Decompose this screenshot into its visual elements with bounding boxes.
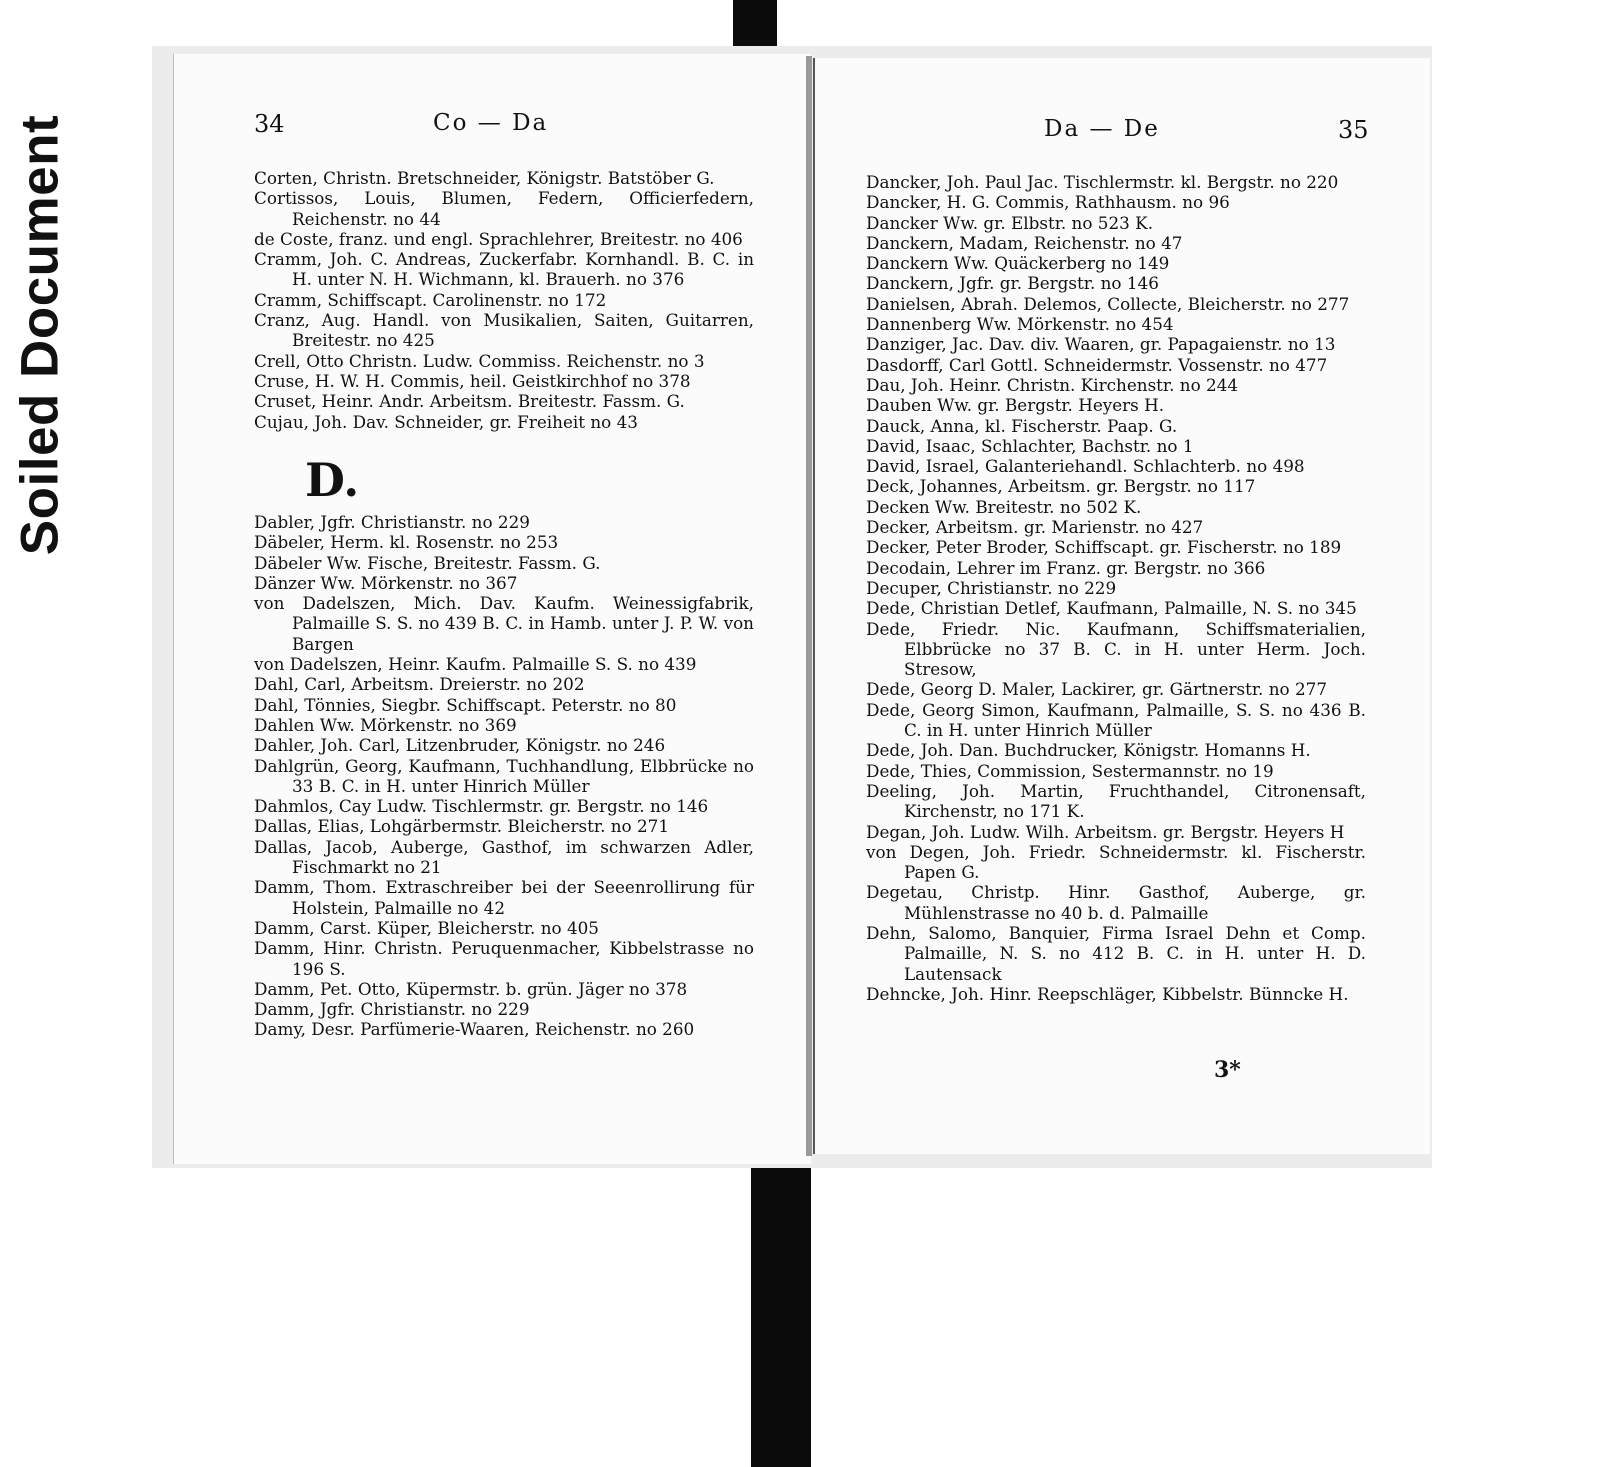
directory-entry: Dede, Georg D. Maler, Lackirer, gr. Gärtnerstr. no 277 xyxy=(866,679,1328,700)
directory-entry: Decker, Arbeitsm. gr. Marienstr. no 427 xyxy=(866,517,1204,538)
section-letter: D. xyxy=(305,453,360,507)
directory-entry: Degetau, Christp. Hinr. Gasthof, Auberge, gr. Mühlenstrasse no 40 b. d. Palmaille xyxy=(866,882,1366,923)
directory-entry: Dahler, Joh. Carl, Litzenbruder, Königstr. no 246 xyxy=(254,735,666,756)
directory-entry: von Degen, Joh. Friedr. Schneidermstr. kl. Fischerstr. Papen G. xyxy=(866,841,1366,883)
directory-entry: von Dadelszen, Mich. Dav. Kaufm. Weinessigfabrik, Palmaille S. S. no 439 B. C. in Hamb. unter J. P. W. von Bargen xyxy=(254,593,754,654)
directory-entry: Dahmlos, Cay Ludw. Tischlermstr. gr. Bergstr. no 146 xyxy=(254,796,709,817)
left-page-number: 34 xyxy=(254,110,285,138)
directory-entry: Cruset, Heinr. Andr. Arbeitsm. Breitestr. Fassm. G. xyxy=(254,391,685,412)
directory-entry: Decuper, Christianstr. no 229 xyxy=(866,577,1117,598)
directory-entry: Dede, Joh. Dan. Buchdrucker, Königstr. Homanns H. xyxy=(866,740,1311,761)
directory-entry: Dede, Christian Detlef, Kaufmann, Palmaille, N. S. no 345 xyxy=(866,598,1357,619)
directory-entry: von Dadelszen, Heinr. Kaufm. Palmaille S. S. no 439 xyxy=(254,654,697,675)
directory-entry: Danielsen, Abrah. Delemos, Collecte, Bleicherstr. no 277 xyxy=(866,293,1350,314)
right-page-number: 35 xyxy=(1338,116,1369,144)
directory-entry: Dau, Joh. Heinr. Christn. Kirchenstr. no 244 xyxy=(866,374,1239,395)
soiled-document-stamp xyxy=(10,75,70,595)
directory-entry: Däbeler Ww. Fische, Breitestr. Fassm. G. xyxy=(254,552,601,573)
directory-entry: Danckern, Madam, Reichenstr. no 47 xyxy=(866,232,1183,253)
left-entries-c xyxy=(254,168,754,432)
directory-entry: Damm, Hinr. Christn. Peruquenmacher, Kibbelstrasse no 196 S. xyxy=(254,938,754,979)
directory-entry: Cruse, H. W. H. Commis, heil. Geistkirchhof no 378 xyxy=(254,370,691,391)
directory-entry: David, Israel, Galanteriehandl. Schlachterb. no 498 xyxy=(866,456,1305,477)
directory-entry: Dahl, Carl, Arbeitsm. Dreierstr. no 202 xyxy=(254,674,585,695)
directory-entry: Danckern, Jgfr. gr. Bergstr. no 146 xyxy=(866,273,1159,294)
directory-entry: Cramm, Joh. C. Andreas, Zuckerfabr. Kornhandl. B. C. in H. unter N. H. Wichmann, kl. Brauerh. no 376 xyxy=(254,249,754,290)
directory-entry: Dancker, Joh. Paul Jac. Tischlermstr. kl. Bergstr. no 220 xyxy=(866,172,1339,192)
directory-entry: David, Isaac, Schlachter, Bachstr. no 1 xyxy=(866,435,1194,456)
directory-entry: Damm, Thom. Extraschreiber bei der Seeenrollirung für Holstein, Palmaille no 42 xyxy=(254,877,754,918)
directory-entry: Danckern Ww. Quäckerberg no 149 xyxy=(866,253,1170,274)
directory-entry: Degan, Joh. Ludw. Wilh. Arbeitsm. gr. Bergstr. Heyers H xyxy=(866,821,1345,842)
directory-entry: Decodain, Lehrer im Franz. gr. Bergstr. no 366 xyxy=(866,557,1266,578)
directory-entry: Dehncke, Joh. Hinr. Reepschläger, Kibbelstr. Bünncke H. xyxy=(866,983,1349,1004)
directory-entry: Dauben Ww. gr. Bergstr. Heyers H. xyxy=(866,395,1165,416)
directory-entry: Dede, Georg Simon, Kaufmann, Palmaille, S. S. no 436 B. C. in H. unter Hinrich Müller xyxy=(866,699,1366,741)
directory-entry: Dallas, Elias, Lohgärbermstr. Bleicherstr. no 271 xyxy=(254,816,670,837)
directory-entry: Decken Ww. Breitestr. no 502 K. xyxy=(866,496,1142,517)
directory-entry: Corten, Christn. Bretschneider, Königstr. Batstöber G. xyxy=(254,168,715,188)
stamp-text: Soiled Document xyxy=(10,114,70,556)
directory-entry: Dahlgrün, Georg, Kaufmann, Tuchhandlung, Elbbrücke no 33 B. C. in H. unter Hinrich Müller xyxy=(254,755,754,796)
directory-entry: Cranz, Aug. Handl. von Musikalien, Saiten, Guitarren, Breitestr. no 425 xyxy=(254,310,754,351)
directory-entry: Dehn, Salomo, Banquier, Firma Israel Dehn et Comp. Palmaille, N. S. no 412 B. C. in H. unter H. D. Lautensack xyxy=(866,922,1366,984)
directory-entry: Damm, Carst. Küper, Bleicherstr. no 405 xyxy=(254,917,599,938)
directory-entry: Dallas, Jacob, Auberge, Gasthof, im schwarzen Adler, Fischmarkt no 21 xyxy=(254,836,754,878)
left-entries-d xyxy=(254,512,754,1040)
directory-entry: Deeling, Joh. Martin, Fruchthandel, Citronensaft, Kirchenstr, no 171 K. xyxy=(866,780,1366,822)
page-gutter xyxy=(806,56,812,1156)
directory-entry: Dabler, Jgfr. Christianstr. no 229 xyxy=(254,512,530,532)
directory-entry: Cujau, Joh. Dav. Schneider, gr. Freiheit no 43 xyxy=(254,411,638,432)
binding-strip-bottom xyxy=(751,1152,811,1467)
directory-entry: Dede, Thies, Commission, Sestermannstr. no 19 xyxy=(866,760,1274,781)
directory-entry: Crell, Otto Christn. Ludw. Commiss. Reichenstr. no 3 xyxy=(254,350,705,371)
directory-entry: Däbeler, Herm. kl. Rosenstr. no 253 xyxy=(254,532,559,553)
directory-entry: Dancker, H. G. Commis, Rathhausm. no 96 xyxy=(866,192,1230,213)
directory-entry: Dauck, Anna, kl. Fischerstr. Paap. G. xyxy=(866,415,1178,436)
directory-entry: Deck, Johannes, Arbeitsm. gr. Bergstr. no 117 xyxy=(866,476,1256,497)
right-running-head: Da — De xyxy=(1044,116,1160,142)
directory-entry: Dancker Ww. gr. Elbstr. no 523 K. xyxy=(866,212,1154,233)
directory-entry: Damm, Jgfr. Christianstr. no 229 xyxy=(254,999,530,1020)
directory-entry: Dannenberg Ww. Mörkenstr. no 454 xyxy=(866,314,1174,335)
directory-entry: Dede, Friedr. Nic. Kaufmann, Schiffsmaterialien, Elbbrücke no 37 B. C. in H. unter Herm. Joch. Stresow, xyxy=(866,618,1366,680)
directory-entry: Decker, Peter Broder, Schiffscapt. gr. Fischerstr. no 189 xyxy=(866,537,1342,558)
directory-entry: Damm, Pet. Otto, Küpermstr. b. grün. Jäger no 378 xyxy=(254,978,688,999)
directory-entry: Dahlen Ww. Mörkenstr. no 369 xyxy=(254,714,517,735)
directory-entry: Dänzer Ww. Mörkenstr. no 367 xyxy=(254,572,518,593)
directory-entry: Danziger, Jac. Dav. div. Waaren, gr. Papagaienstr. no 13 xyxy=(866,334,1336,355)
directory-entry: Damy, Desr. Parfümerie-Waaren, Reichenstr. no 260 xyxy=(254,1019,695,1040)
directory-entry: Dahl, Tönnies, Siegbr. Schiffscapt. Peterstr. no 80 xyxy=(254,694,677,715)
right-entries xyxy=(866,172,1366,1004)
left-running-head: Co — Da xyxy=(433,110,549,136)
directory-entry: Cramm, Schiffscapt. Carolinenstr. no 172 xyxy=(254,289,607,310)
directory-entry: de Coste, franz. und engl. Sprachlehrer, Breitestr. no 406 xyxy=(254,228,743,249)
directory-entry: Dasdorff, Carl Gottl. Schneidermstr. Vossenstr. no 477 xyxy=(866,354,1328,375)
signature-mark: 3* xyxy=(1214,1057,1241,1083)
directory-entry: Cortissos, Louis, Blumen, Federn, Officierfedern, Reichenstr. no 44 xyxy=(254,188,754,229)
